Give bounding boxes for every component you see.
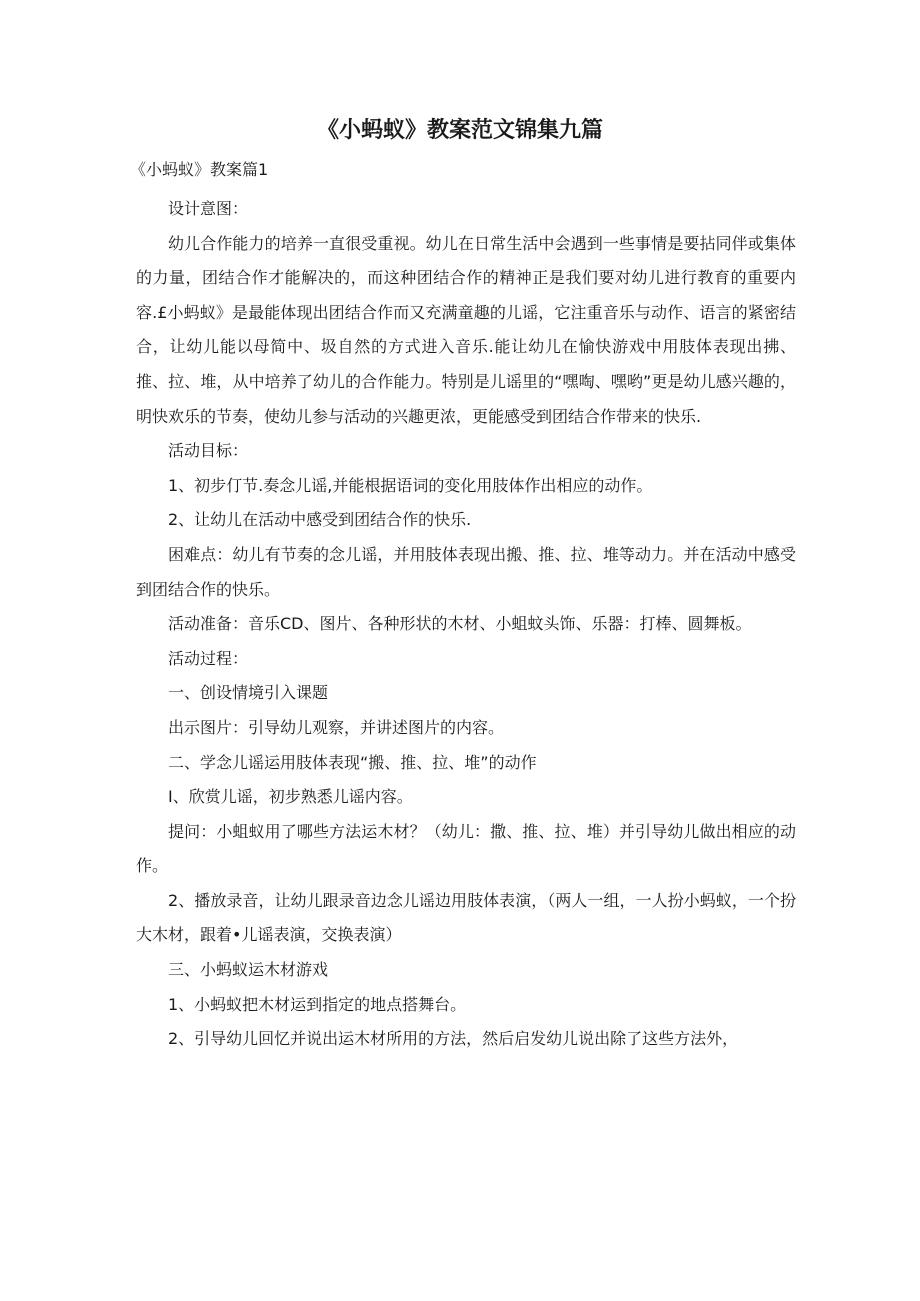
paragraph: 幼儿合作能力的培养一直很受重视。幼儿在日常生活中会遇到一些事情是要拈同伴或集体的力量，团结合作才能解决的，而这种团结合作的精神正是我们要对幼儿进行教育的重要内容.£小蚂蚁》是最能体现出团结合作而又充满童趣的儿谣，它注重音乐与动作、语言的紧密结合，让幼儿能以母简中、圾自然的方式进入音乐.能让幼儿在愉快游戏中用肢体表现出拂、推、拉、堆，从中培养了幼儿的合作能力。特别是儿谣里的“嘿啕、嘿哟”更是幼儿感兴趣的，明快欢乐的节奏，使幼儿参与活动的兴趣更浓，更能感受到团结合作带来的快乐. [136,233,796,426]
paragraph: I、欣赏儿谣，初步熟悉儿谣内容。 [168,787,413,807]
section-heading: 《小蚂蚁》教案篇1 [130,160,269,179]
paragraph: 三、小蚂蚁运木材游戏 [168,960,329,980]
paragraph: 活动准备：音乐CD、图片、各种形状的木材、小蛆蚊头饰、乐器：打棒、圆舞板。 [168,614,752,634]
document-title: 《小蚂蚁》教案范文锦集九篇 [316,118,603,143]
paragraph: 提问：小蛆蚁用了哪些方法运木材？（幼儿：撒、推、拉、堆）并引导幼儿做出相应的动作。 [136,821,796,876]
paragraph: 困难点：幼儿有节奏的念儿谣，并用肢体表现出搬、推、拉、堆等动力。并在活动中感受到团结合作的快乐。 [136,544,796,599]
paragraph: 活动目标： [168,441,249,461]
paragraph: 活动过程： [168,648,249,668]
paragraph: 出示图片：引导幼儿观察，并讲述图片的内容。 [168,717,505,737]
paragraph: 二、学念儿谣运用肢体表现“搬、推、拉、堆”的动作 [168,752,537,772]
paragraph: 一、创设情境引入课题 [168,683,329,703]
paragraph: 2、播放录音，让幼儿跟录音边念儿谣边用肢体表演，（两人一组，一人扮小蚂蚁，一个扮大木材，跟着•儿谣表演，交换表演） [136,890,796,945]
paragraph: 设计意图： [168,199,249,218]
document-body [136,192,796,1057]
paragraph: 2、让幼儿在活动中感受到团结合作的快乐. [168,510,472,530]
paragraph: 1、小蚂蚁把木材运到指定的地点搭舞台。 [168,994,467,1014]
paragraph: 2、引导幼儿回忆并说出运木材所用的方法，然后启发幼儿说出除了这些方法外， [168,1029,739,1049]
paragraph: 1、初步仃节.奏念儿谣,并能根据语词的变化用肢体作出相应的动作。 [168,475,653,495]
